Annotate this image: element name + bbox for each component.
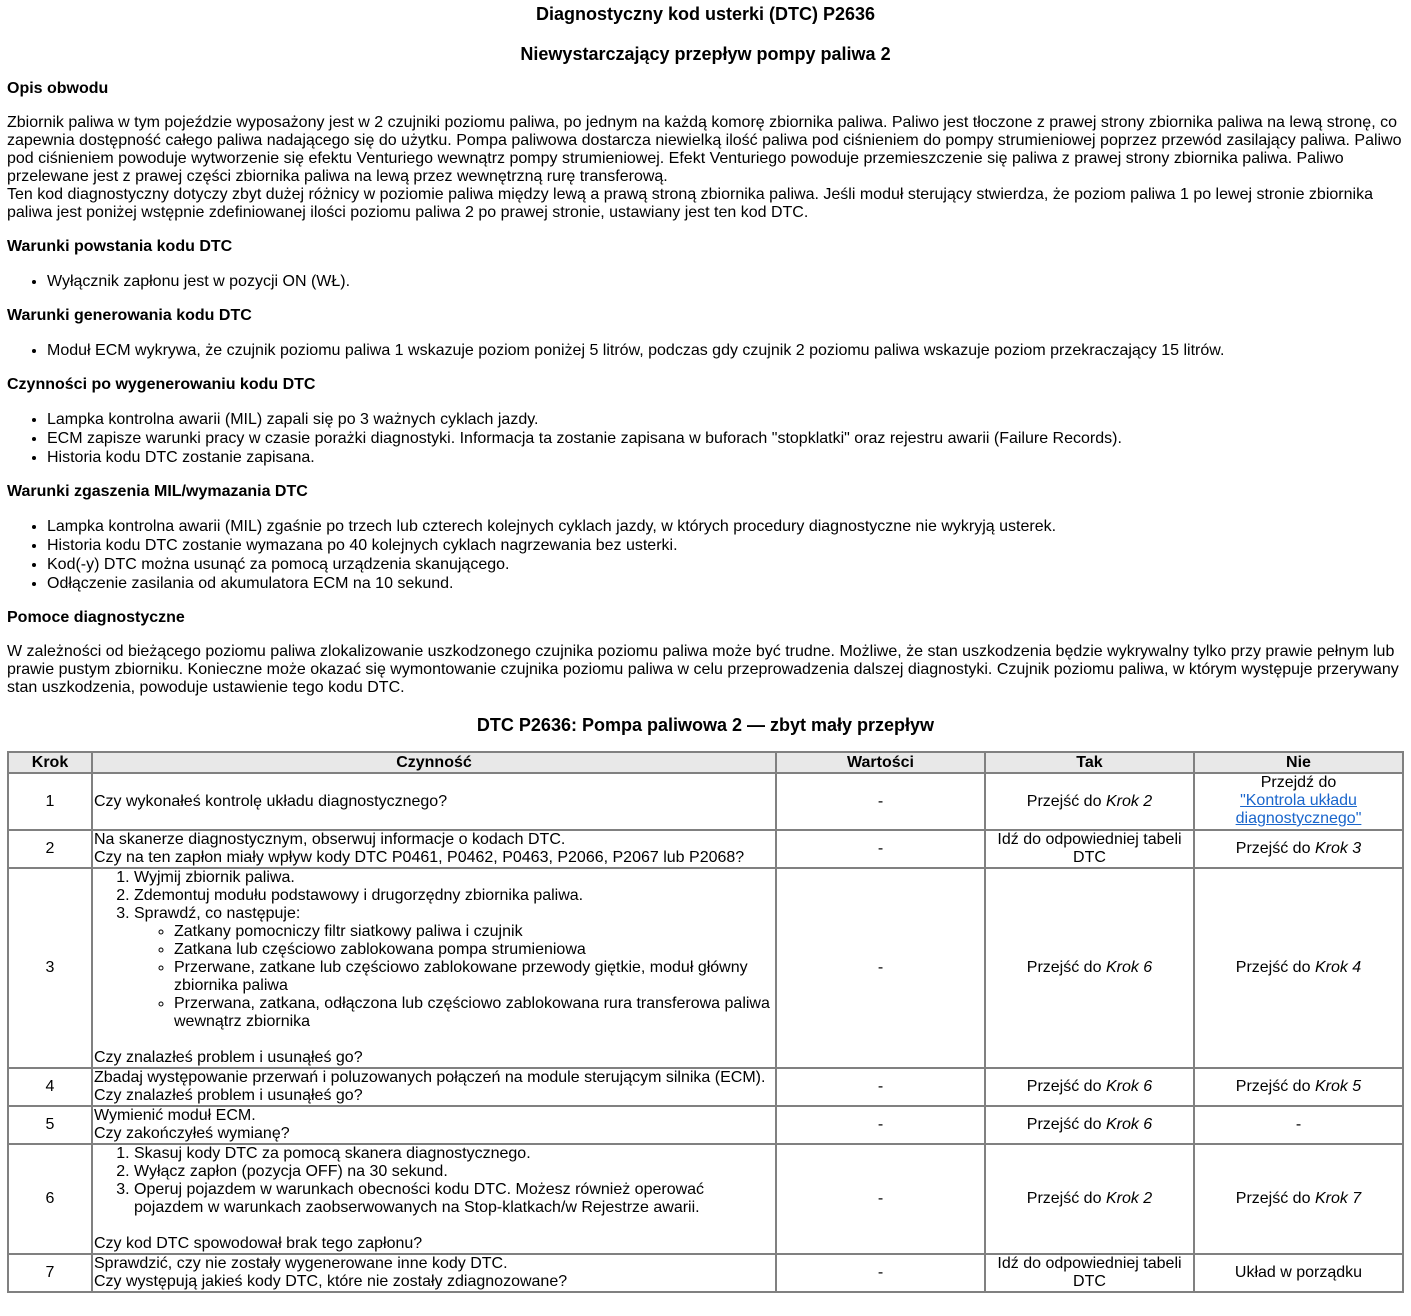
step-no bbox=[1194, 830, 1403, 868]
goto-prefix: Przejść do bbox=[1026, 1116, 1102, 1133]
action-question: Czy zakończyłeś wymianę? bbox=[94, 1125, 290, 1142]
section-heading-set-conditions: Warunki generowania kodu DTC bbox=[7, 307, 252, 324]
section-heading-circuit: Opis obwodu bbox=[7, 80, 109, 97]
step-number: 1 bbox=[8, 773, 92, 830]
list-item: • Historia kodu DTC zostanie zapisana. bbox=[47, 448, 1404, 467]
list-item: • Lampka kontrolna awarii (MIL) zgaśnie po trzech lub czterech kolejnych cyklach jazdy, w których procedury diagnostyczne nie wykryją usterek. bbox=[47, 517, 1404, 536]
action-line: Wymienić moduł ECM. bbox=[94, 1107, 256, 1124]
goto-krok: Krok 2 bbox=[1105, 1190, 1153, 1207]
list-item: • ECM zapisze warunki pracy w czasie porażki diagnostyki. Informacja ta zostanie zapisana w buforach "stopklatki" oraz rejestru awarii (Failure Records). bbox=[47, 429, 1404, 448]
goto-prefix: Przejść do bbox=[1026, 1190, 1102, 1207]
circuit-paragraph-2: Ten kod diagnostyczny dotyczy zbyt dużej różnicy w poziomie paliwa między lewą a prawą stroną zbiornika paliwa. Jeśli moduł sterujący stwierdza, że poziom paliwa 1 po lewej stronie zbiornika paliwa jest poniżej wstępnie zdefiniowanej ilości poziomu paliwa 2 po prawej stronie, ustawiany jest ten kod DTC. bbox=[7, 186, 1373, 221]
set-conditions-list bbox=[7, 341, 1404, 360]
step-values: - bbox=[776, 1068, 985, 1106]
step-yes bbox=[985, 1106, 1194, 1144]
goto-prefix: Przejść do bbox=[1026, 792, 1102, 810]
circuit-description bbox=[7, 114, 1404, 222]
inspection-item: ◦ Przerwane, zatkane lub częściowo zablokowane przewody giętkie, moduł główny zbiornika paliwa bbox=[174, 959, 774, 995]
section-heading-run-conditions: Warunki powstania kodu DTC bbox=[7, 238, 233, 255]
goto-krok: Krok 6 bbox=[1105, 959, 1153, 976]
step-number: 2 bbox=[8, 830, 92, 868]
step-no: Układ w porządku bbox=[1194, 1254, 1403, 1292]
list-item: • Historia kodu DTC zostanie wymazana po 40 kolejnych cyklach nagrzewania bez usterki. bbox=[47, 536, 1404, 555]
inspection-item: ◦ Zatkany pomocniczy filtr siatkowy paliwa i czujnik bbox=[174, 923, 774, 941]
step-yes bbox=[985, 773, 1194, 830]
step-action bbox=[92, 830, 776, 868]
action-question: Czy znalazłeś problem i usunąłeś go? bbox=[94, 1049, 363, 1066]
step-no bbox=[1194, 1068, 1403, 1106]
step-yes bbox=[985, 1144, 1194, 1254]
list-item: • Lampka kontrolna awarii (MIL) zapali się po 3 ważnych cyklach jazdy. bbox=[47, 410, 1404, 429]
spacer bbox=[94, 1031, 774, 1049]
step-action bbox=[92, 1106, 776, 1144]
table-header-row bbox=[8, 752, 1403, 773]
action-question: Czy kod DTC spowodował brak tego zapłonu? bbox=[94, 1235, 423, 1252]
step-no bbox=[1194, 1144, 1403, 1254]
goto-prefix: Przejść do bbox=[1235, 959, 1311, 976]
goto-prefix: Przejść do bbox=[1026, 959, 1102, 976]
step-no bbox=[1194, 773, 1403, 830]
procedure-step: 2. Wyłącz zapłon (pozycja OFF) na 30 sekund. bbox=[134, 1163, 774, 1181]
action-line: Na skanerze diagnostycznym, obserwuj informacje o kodach DTC. bbox=[94, 831, 566, 848]
column-header-step: Krok bbox=[8, 752, 92, 773]
goto-krok: Krok 7 bbox=[1314, 1190, 1362, 1207]
spacer bbox=[94, 1217, 774, 1235]
goto-krok: Krok 5 bbox=[1314, 1078, 1362, 1095]
column-header-yes: Tak bbox=[985, 752, 1194, 773]
table-row bbox=[8, 1254, 1403, 1292]
goto-krok: Krok 6 bbox=[1105, 1078, 1153, 1095]
list-item: • Kod(-y) DTC można usunąć za pomocą urządzenia skanującego. bbox=[47, 555, 1404, 574]
procedure-step: 1. Skasuj kody DTC za pomocą skanera diagnostycznego. bbox=[134, 1145, 774, 1163]
table-row bbox=[8, 1106, 1403, 1144]
step-values: - bbox=[776, 1106, 985, 1144]
goto-krok: Krok 3 bbox=[1314, 840, 1362, 857]
step-yes: Idź do odpowiedniej tabeli DTC bbox=[985, 1254, 1194, 1292]
page-title: Diagnostyczny kod usterki (DTC) P2636 bbox=[535, 4, 876, 24]
step-action bbox=[92, 773, 776, 830]
goto-prefix: Przejść do bbox=[1026, 1078, 1102, 1095]
procedure-step: 3. Operuj pojazdem w warunkach obecności kodu DTC. Możesz również operować pojazdem w warunkach zaobserwowanych na Stop-klatkach/w Rejestrze awarii. bbox=[134, 1181, 774, 1217]
procedure-steps bbox=[94, 869, 774, 1031]
step-action bbox=[92, 1068, 776, 1106]
section-heading-clear-conditions: Warunki zgaszenia MIL/wymazania DTC bbox=[7, 483, 308, 500]
goto-prefix: Przejść do bbox=[1235, 1190, 1311, 1207]
action-question: Czy na ten zapłon miały wpływ kody DTC P0461, P0462, P0463, P2066, P2067 lub P2068? bbox=[94, 849, 745, 866]
step-action bbox=[92, 1144, 776, 1254]
step-number: 5 bbox=[8, 1106, 92, 1144]
goto-prefix: Przejść do bbox=[1235, 1078, 1311, 1095]
step-yes bbox=[985, 868, 1194, 1068]
column-header-values: Wartości bbox=[776, 752, 985, 773]
list-item: • Moduł ECM wykrywa, że czujnik poziomu paliwa 1 wskazuje poziom poniżej 5 litrów, podczas gdy czujnik 2 poziomu paliwa wskazuje poziom przekraczający 15 litrów. bbox=[47, 341, 1404, 360]
goto-prefix: Przejdź do bbox=[1260, 774, 1337, 791]
column-header-no: Nie bbox=[1194, 752, 1403, 773]
step-values: - bbox=[776, 1144, 985, 1254]
step-values: - bbox=[776, 1254, 985, 1292]
step-values: - bbox=[776, 773, 985, 830]
inspection-items bbox=[134, 923, 774, 1031]
clear-conditions-list bbox=[7, 517, 1404, 593]
step-yes bbox=[985, 1068, 1194, 1106]
table-title: DTC P2636: Pompa paliwowa 2 — zbyt mały przepływ bbox=[476, 715, 935, 735]
list-item: • Odłączenie zasilania od akumulatora ECM na 10 sekund. bbox=[47, 574, 1404, 593]
step-number: 6 bbox=[8, 1144, 92, 1254]
goto-krok: Krok 2 bbox=[1105, 792, 1153, 810]
step-no bbox=[1194, 868, 1403, 1068]
circuit-paragraph-1: Zbiornik paliwa w tym pojeździe wyposażony jest w 2 czujniki poziomu paliwa, po jednym na każdą komorę zbiornika paliwa. Paliwo jest tłoczone z prawej strony zbiornika paliwa na lewą stronę, co zapewnia dostępność całego paliwa nadającego się do użytku. Pompa paliwowa dostarcza niewielką ilość paliwa pod ciśnieniem do pompy strumieniowej poprzez przewód zasilający paliwa. Paliwo pod ciśnieniem powoduje wytworzenie się efektu Venturiego wewnątrz pompy strumieniowej. Efekt Venturiego powoduje przemieszczenie się paliwa z prawej strony zbiornika paliwa. Paliwo przelewane jest z prawej części zbiornika paliwa na lewą przez wewnętrzną rurę transferową. bbox=[7, 114, 1402, 185]
inspection-item: ◦ Przerwana, zatkana, odłączona lub częściowo zablokowana rura transferowa paliwa wewnątrz zbiornika bbox=[174, 995, 774, 1031]
step-action bbox=[92, 868, 776, 1068]
section-heading-actions-taken: Czynności po wygenerowaniu kodu DTC bbox=[7, 376, 316, 393]
inspection-item: ◦ Zatkana lub częściowo zablokowana pompa strumieniowa bbox=[174, 941, 774, 959]
column-header-action: Czynność bbox=[92, 752, 776, 773]
step-number: 7 bbox=[8, 1254, 92, 1292]
step-values: - bbox=[776, 868, 985, 1068]
run-conditions-list bbox=[7, 272, 1404, 291]
action-question: Czy znalazłeś problem i usunąłeś go? bbox=[94, 1087, 363, 1104]
procedure-steps bbox=[94, 1145, 774, 1217]
table-row bbox=[8, 830, 1403, 868]
actions-taken-list bbox=[7, 410, 1404, 467]
step-values: - bbox=[776, 830, 985, 868]
goto-krok: Krok 6 bbox=[1105, 1116, 1153, 1133]
procedure-step: 3. Sprawdź, co następuje: ◦ Zatkany pomocniczy filtr siatkowy paliwa i czujnik ◦ Zatkana lub częściowo zablokowana pompa strumieniowa ◦ Przerwane, zatkane lub częściowo zablokowane przewody giętkie, moduł główny zbiornika paliwa ◦ Przerwana, zatkana, odłączona lub częściowo zablokowana rura transferowa paliwa wewnątrz zbiornika bbox=[134, 905, 774, 1031]
action-line: Sprawdzić, czy nie zostały wygenerowane inne kody DTC. bbox=[94, 1255, 508, 1272]
step-number: 4 bbox=[8, 1068, 92, 1106]
table-row bbox=[8, 868, 1403, 1068]
action-question: Czy występują jakieś kody DTC, które nie zostały zdiagnozowane? bbox=[94, 1273, 568, 1290]
goto-krok: Krok 4 bbox=[1314, 959, 1362, 976]
step-yes: Idź do odpowiedniej tabeli DTC bbox=[985, 830, 1194, 868]
step-action bbox=[92, 1254, 776, 1292]
procedure-step: 2. Zdemontuj modułu podstawowy i drugorzędny zbiornika paliwa. bbox=[134, 887, 774, 905]
list-item: • Wyłącznik zapłonu jest w pozycji ON (WŁ). bbox=[47, 272, 1404, 291]
section-heading-diagnostic-aids: Pomoce diagnostyczne bbox=[7, 609, 185, 626]
action-line: Czy wykonałeś kontrolę układu diagnostycznego? bbox=[94, 792, 448, 810]
diagnostic-aids-text: W zależności od bieżącego poziomu paliwa zlokalizowanie uszkodzonego czujnika poziomu paliwa może być trudne. Możliwe, że stan uszkodzenia będzie wykrywalny tylko przy prawie pełnym lub prawie pustym zbiorniku. Konieczne może okazać się wymontowanie czujnika poziomu paliwa w celu przeprowadzenia dalszej diagnostyki. Czujnik poziomu paliwa, w którym występuje przerywany stan uszkodzenia, powoduje ustawienie tego kodu DTC. bbox=[7, 643, 1399, 696]
step-number: 3 bbox=[8, 868, 92, 1068]
table-row bbox=[8, 773, 1403, 830]
action-line: Zbadaj występowanie przerwań i poluzowanych połączeń na module sterującym silnika (ECM). bbox=[94, 1069, 766, 1086]
table-row bbox=[8, 1144, 1403, 1254]
diagnostic-table bbox=[7, 751, 1404, 1293]
procedure-step: 1. Wyjmij zbiornik paliwa. bbox=[134, 869, 774, 887]
table-row bbox=[8, 1068, 1403, 1106]
diagnostic-system-check-link[interactable]: "Kontrola układu diagnostycznego" bbox=[1235, 792, 1362, 827]
page-subtitle: Niewystarczający przepływ pompy paliwa 2 bbox=[520, 44, 891, 64]
step-no: - bbox=[1194, 1106, 1403, 1144]
goto-prefix: Przejść do bbox=[1235, 840, 1311, 857]
